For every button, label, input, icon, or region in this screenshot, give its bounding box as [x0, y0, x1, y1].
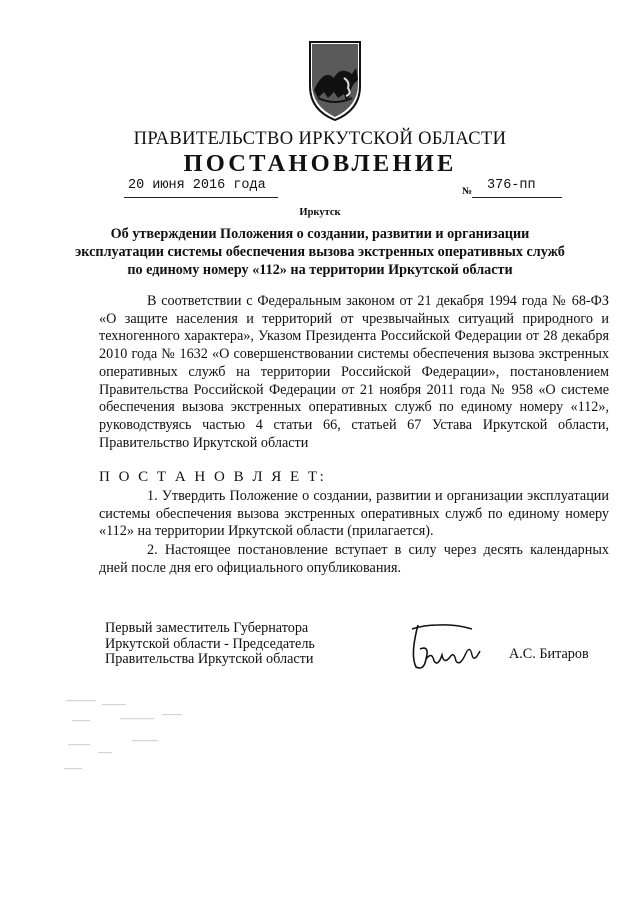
signer-name: А.С. Битаров — [509, 646, 589, 662]
number-underline — [472, 197, 562, 198]
decree-item-1: 1. Утвердить Положение о создании, развитии и организации эксплуатации системы обеспечения вызова экстренных оперативных служб по единому номеру «112» на территории Иркутской области (прилагается). — [99, 488, 609, 540]
decree-items — [99, 488, 609, 578]
number-label: № — [462, 186, 473, 197]
document-type: ПОСТАНОВЛЕНИЕ — [183, 150, 457, 177]
signer-position — [105, 621, 315, 668]
city: Иркутск — [299, 207, 341, 218]
signer-line-3: Правительства Иркутской области — [105, 651, 314, 668]
document-number: 376-пп — [487, 178, 536, 193]
decree-word: П О С Т А Н О В Л Я Е Т: — [99, 469, 327, 485]
signer-line-1: Первый заместитель Губернатора — [105, 620, 309, 636]
date-underline — [124, 197, 278, 198]
government-name: ПРАВИТЕЛЬСТВО ИРКУТСКОЙ ОБЛАСТИ — [133, 129, 507, 149]
signature-icon — [404, 615, 504, 675]
signer-line-2: Иркутской области - Председатель — [105, 635, 315, 652]
decree-item-2: 2. Настоящее постановление вступает в силу через десять календарных дней после дня его официального опубликования. — [99, 542, 609, 576]
coat-of-arms-icon — [300, 38, 370, 124]
preamble-paragraph: В соответствии с Федеральным законом от 21 декабря 1994 года № 68-ФЗ «О защите населения и территорий от чрезвычайных ситуаций природного и техногенного характера», Указом Президента Российской Федерации от 28 декабря 2010 года № 1632 «О совершенствовании системы обеспечения вызова экстренных оперативных служб на территории Российской Федерации», постановлением Правительства Российской Федерации от 21 ноября 2011 года № 958 «О системе обеспечения вызова экстренных оперативных служб по единому номеру «112», руководствуясь частью 4 статьи 66, статьей 67 Устава Иркутской области, Правительство Иркутской области — [99, 293, 609, 451]
document-title: Об утверждении Положения о создании, развитии и организации эксплуатации системы обеспечения вызова экстренных оперативных служб по единому номеру «112» на территории Иркутской области — [75, 226, 565, 278]
faint-stamp-marks — [62, 690, 222, 780]
document-date: 20 июня 2016 года — [128, 178, 266, 193]
